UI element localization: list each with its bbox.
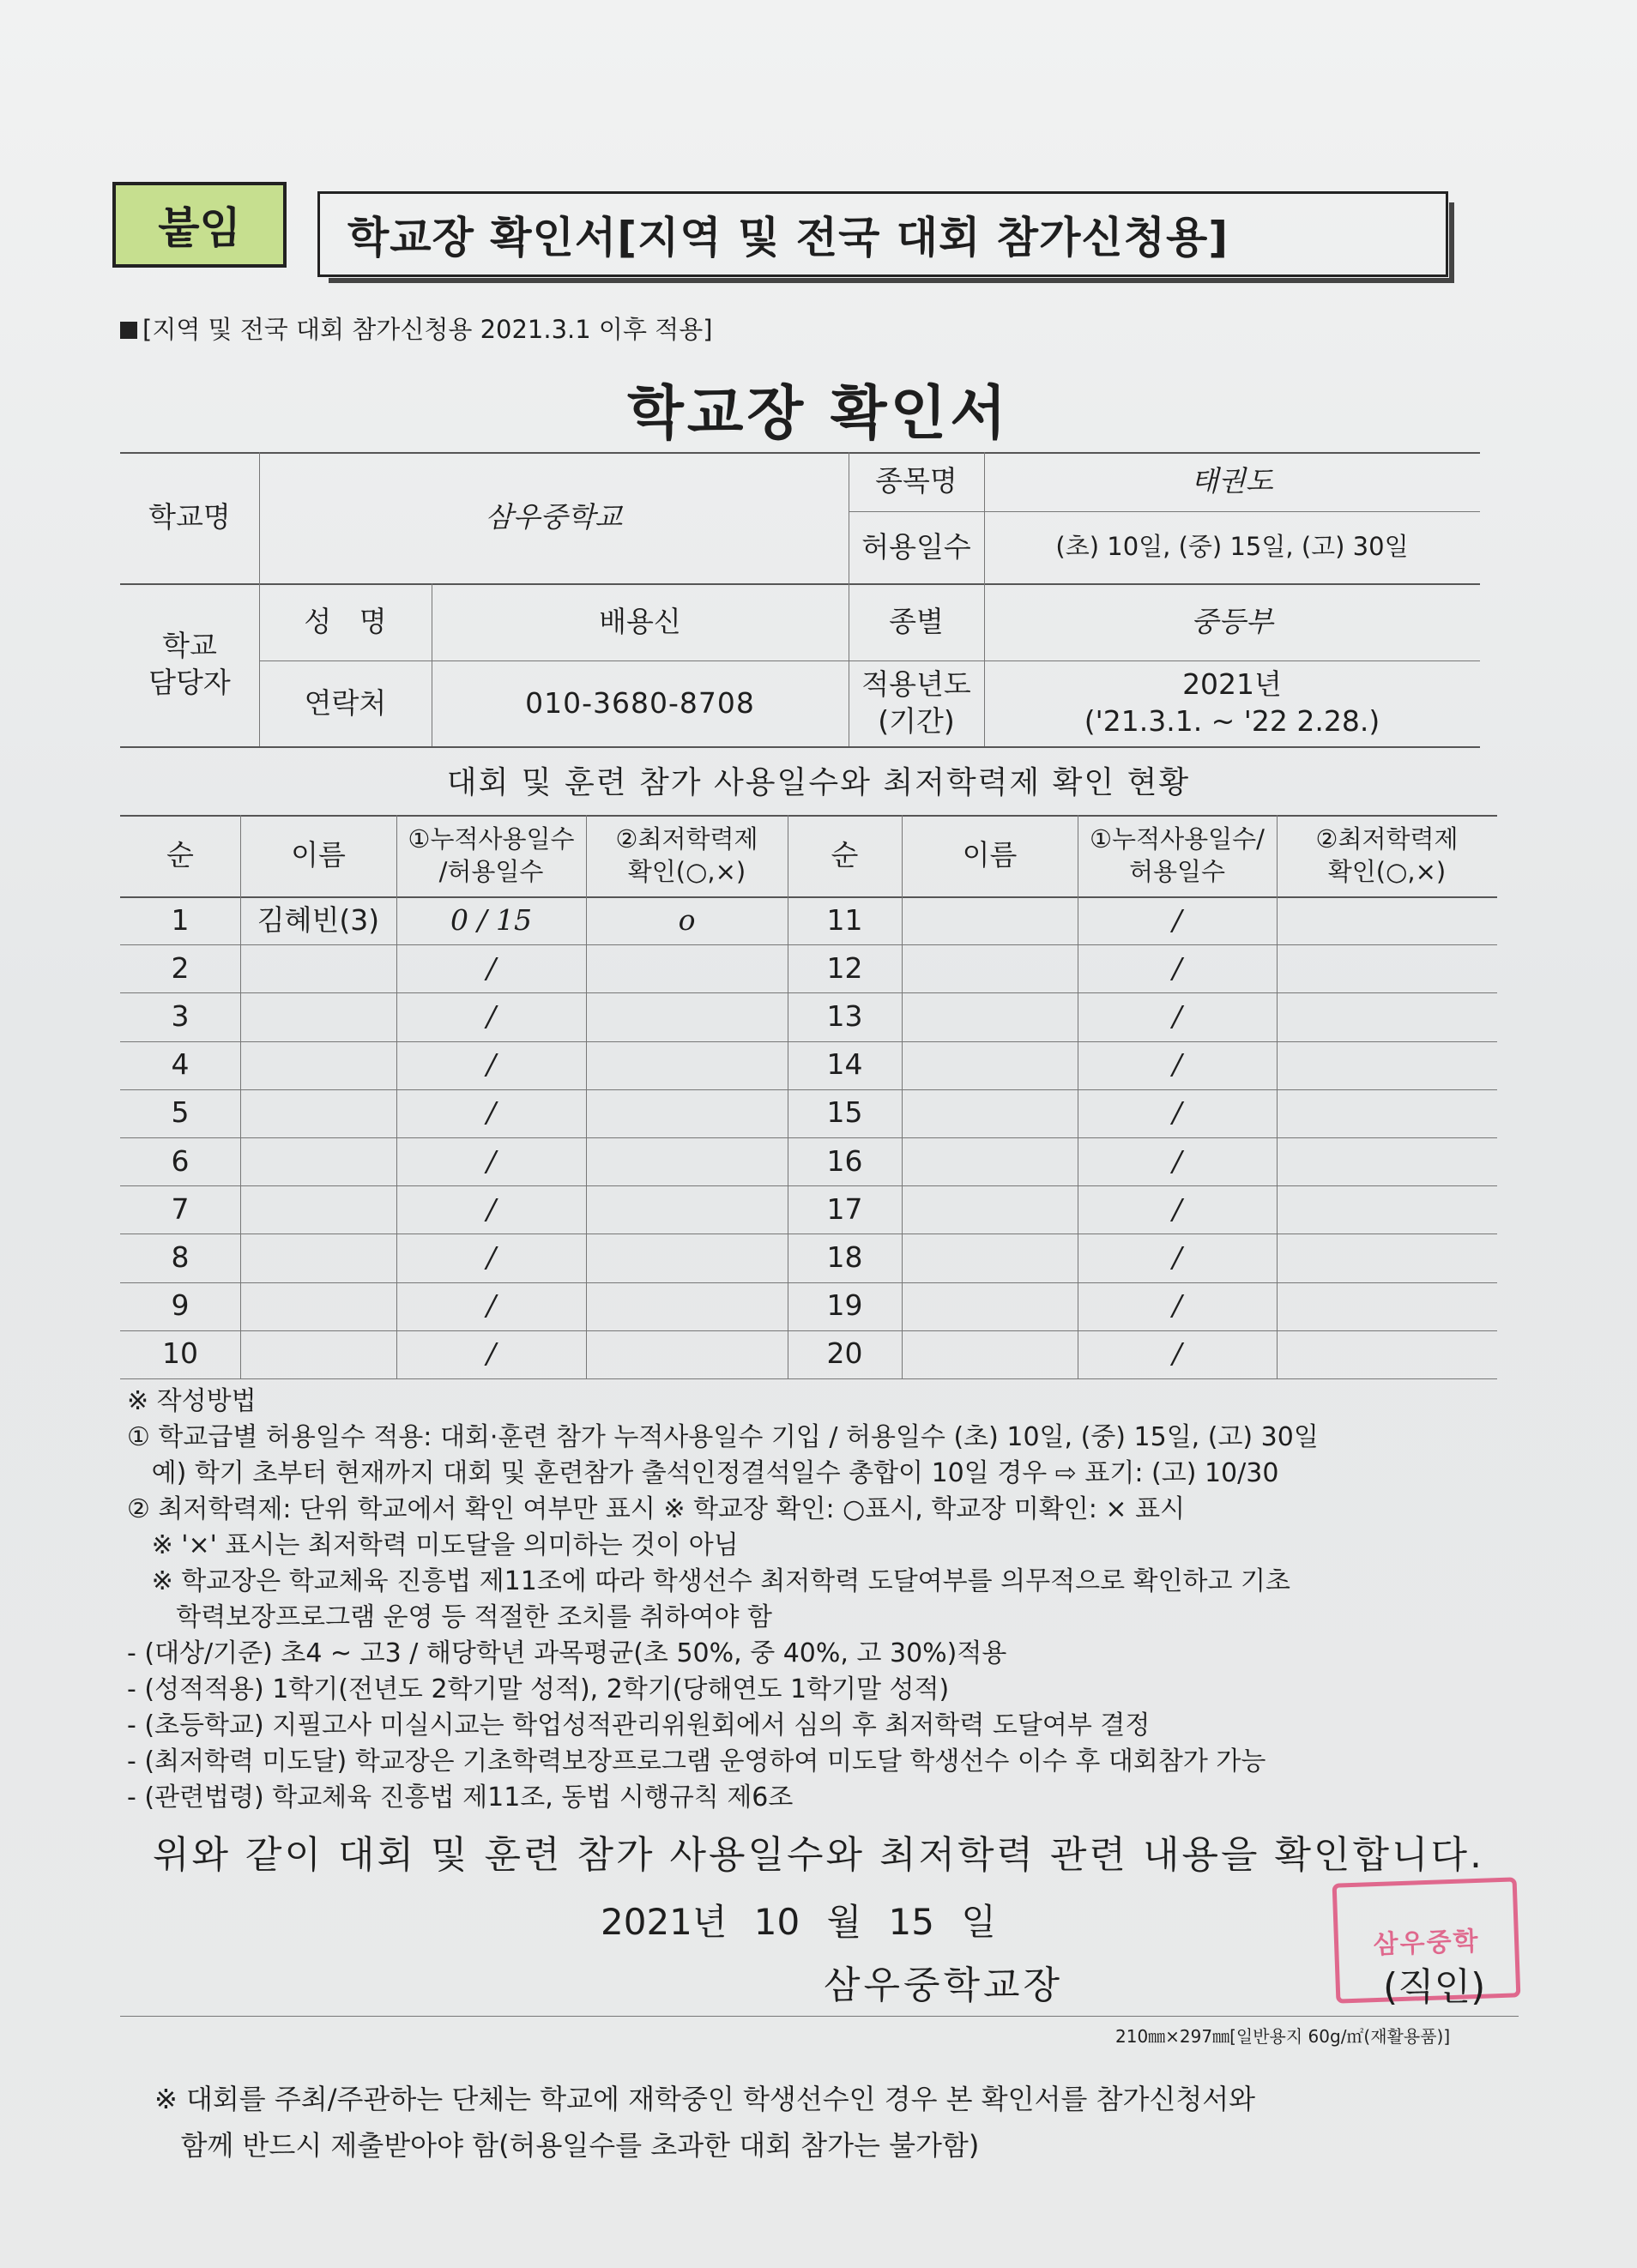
table-cell-r-name [902, 1185, 1078, 1234]
table-cell-l-min [586, 1234, 788, 1282]
table-cell-r-name [902, 896, 1078, 944]
note-line: ② 최저학력제: 단위 학교에서 확인 여부만 표시 ※ 학교장 확인: ○표시, 학교장 미확인: × 표시 [127, 1494, 1186, 1524]
table-cell-r-no: 19 [826, 1288, 863, 1323]
table-cell-r-min [1277, 944, 1497, 992]
table-cell-l-used: / [486, 999, 497, 1034]
header-min-left-line1: ②최저학력제 [615, 823, 758, 854]
table-cell-l-used: / [486, 1191, 497, 1226]
name-label: 성 명 [304, 604, 387, 638]
table-subtitle: 대회 및 훈련 참가 사용일수와 최저학력제 확인 현황 [446, 765, 1191, 800]
principal-signature-line: 삼우중학교장 [824, 1963, 1064, 2007]
header-used-right-line1: ①누적사용일수/ [1090, 823, 1265, 854]
table-cell-r-name [902, 1041, 1078, 1089]
table-cell-l-used: / [486, 1047, 497, 1082]
table-cell-r-min [1277, 1282, 1497, 1330]
contact-label: 연락처 [304, 685, 387, 720]
table-cell-r-used: / [1172, 1336, 1182, 1371]
footer-line: 함께 반드시 제출받아야 함(허용일수를 초과한 대회 참가는 불가함) [154, 2129, 980, 2162]
header-name-right: 이름 [962, 838, 1018, 872]
table-cell-r-used: / [1172, 902, 1182, 937]
table-cell-r-no: 17 [826, 1191, 863, 1226]
row-border [120, 1378, 1497, 1379]
table-cell-l-name [240, 1185, 396, 1234]
note-line: - (최저학력 미도달) 학교장은 기초학력보장프로그램 운영하여 미도달 학생선수 이수 후 대회참가 가능 [127, 1746, 1266, 1776]
sport-label: 종목명 [875, 464, 957, 498]
footer-divider [120, 2016, 1519, 2017]
table-cell-r-no: 20 [826, 1336, 863, 1371]
table-cell-l-no: 3 [171, 999, 190, 1034]
table-cell-l-used: 0 / 15 [450, 902, 533, 937]
attachment-tag [112, 182, 287, 268]
note-line: ① 학교급별 허용일수 적용: 대회·훈련 참가 누적사용일수 기입 / 허용일수 (초) 10일, (중) 15일, (고) 30일 [127, 1422, 1319, 1452]
note-line: ※ 작성방법 [127, 1386, 257, 1416]
table-cell-l-min [586, 1330, 788, 1378]
table-cell-r-name [902, 992, 1078, 1041]
applicability-notice [120, 311, 713, 346]
seal-label: (직인) [1383, 1965, 1486, 2009]
footer-line: ※ 대회를 주최/주관하는 단체는 학교에 재학중인 학생선수인 경우 본 확인서를 참가신청서와 [154, 2083, 1256, 2115]
table-cell-l-name [240, 944, 396, 992]
table-cell-r-no: 14 [826, 1047, 863, 1082]
table-cell-l-name [240, 1234, 396, 1282]
header-used-left [396, 815, 586, 896]
table-cell-r-used: / [1172, 1288, 1182, 1323]
table-cell-r-min [1277, 1137, 1497, 1185]
table-cell-r-no: 15 [826, 1095, 863, 1130]
table-cell-l-name [240, 1041, 396, 1089]
header-used-right-line2: 허용일수 [1128, 856, 1226, 886]
header-used-left-line2: /허용일수 [438, 856, 544, 886]
note-line: - (관련법령) 학교체육 진흥법 제11조, 동법 시행규칙 제6조 [127, 1782, 794, 1813]
table-cell-l-name [240, 992, 396, 1041]
year-value-line1: 2021년 [1182, 667, 1282, 702]
note-line: - (성적적용) 1학기(전년도 2학기말 성적), 2학기(당해연도 1학기말 성적) [127, 1674, 950, 1704]
table-cell-l-used: / [486, 1336, 497, 1371]
table-cell-l-min [586, 1089, 788, 1137]
table-cell-r-name [902, 1234, 1078, 1282]
year-value [984, 660, 1480, 746]
table-cell-l-no: 6 [171, 1143, 190, 1178]
footer-note [154, 2076, 1255, 2168]
notice-text: [지역 및 전국 대회 참가신청용 2021.3.1 이후 적용] [142, 315, 713, 344]
table-cell-l-used: / [486, 1095, 497, 1130]
table-cell-l-min [586, 1282, 788, 1330]
header-min-right [1277, 815, 1497, 896]
year-value-line2: ('21.3.1. ~ '22 2.28.) [1084, 704, 1380, 738]
note-line: - (대상/기준) 초4 ~ 고3 / 해당학년 과목평균(초 50%, 중 40%, 고 30%)적용 [127, 1638, 1007, 1668]
issue-date: 2021년 10 월 15 일 [601, 1901, 996, 1943]
table-cell-l-min [586, 1137, 788, 1185]
table-cell-l-name [240, 1137, 396, 1185]
table-cell-l-name [240, 1282, 396, 1330]
table-cell-l-min [586, 944, 788, 992]
table-cell-l-name [240, 1089, 396, 1137]
table-cell-r-min [1277, 1089, 1497, 1137]
header-used-left-line1: ①누적사용일수 [408, 823, 575, 854]
table-cell-l-used: / [486, 950, 497, 985]
note-line: - (초등학교) 지필고사 미실시교는 학업성적관리위원회에서 심의 후 최저학력 도달여부 결정 [127, 1710, 1151, 1740]
contact-value: 010-3680-8708 [525, 685, 755, 720]
paper-spec: 210㎜×297㎜[일반용지 60g/㎡(재활용품)] [1115, 2026, 1451, 2047]
table-cell-r-min [1277, 896, 1497, 944]
table-cell-r-used: / [1172, 999, 1182, 1034]
table-cell-r-name [902, 1282, 1078, 1330]
manager-label-line2: 담당자 [148, 666, 231, 699]
allowed-days-value: (초) 10일, (중) 15일, (고) 30일 [1055, 532, 1409, 562]
writing-instructions [127, 1384, 1319, 1816]
table-cell-l-used: / [486, 1240, 497, 1275]
table-cell-l-used: / [486, 1143, 497, 1178]
table-cell-r-used: / [1172, 1191, 1182, 1226]
table-cell-r-name [902, 1137, 1078, 1185]
year-label-line2: (기간) [878, 704, 955, 738]
attachment-tag-text: 붙임 [158, 203, 241, 253]
table-cell-r-min [1277, 992, 1497, 1041]
header-min-left [586, 815, 788, 896]
allowed-days-label: 허용일수 [861, 529, 971, 564]
table-cell-l-no: 8 [171, 1240, 190, 1275]
document-title-box [317, 191, 1448, 277]
table-cell-l-no: 10 [162, 1336, 198, 1371]
table-cell-r-used: / [1172, 950, 1182, 985]
table-cell-r-no: 11 [826, 902, 863, 937]
table-cell-r-used: / [1172, 1143, 1182, 1178]
main-title: 학교장 확인서 [627, 380, 1010, 448]
table-cell-l-no: 9 [171, 1288, 190, 1323]
table-cell-l-min: o [678, 902, 696, 937]
table-cell-l-no: 5 [171, 1095, 190, 1130]
table-cell-r-used: / [1172, 1095, 1182, 1130]
table-cell-r-name [902, 944, 1078, 992]
square-bullet-icon [120, 322, 137, 339]
sport-value: 태권도 [1191, 464, 1273, 498]
note-line: 예) 학기 초부터 현재까지 대회 및 훈련참가 출석인정결석일수 총합이 10일 경우 ⇨ 표기: (고) 10/30 [127, 1458, 1279, 1488]
name-value: 배용신 [599, 604, 681, 638]
table-cell-l-no: 4 [171, 1047, 190, 1082]
division-label: 종별 [889, 604, 944, 638]
table-cell-r-used: / [1172, 1047, 1182, 1082]
table-cell-l-min [586, 1185, 788, 1234]
header-used-right [1078, 815, 1277, 896]
manager-label-line1: 학교 [162, 629, 217, 663]
school-value: 삼우중학교 [485, 500, 623, 534]
header-min-right-line1: ②최저학력제 [1315, 823, 1459, 854]
table-cell-r-name [902, 1089, 1078, 1137]
document-title: 학교장 확인서[지역 및 전국 대회 참가신청용] [347, 213, 1229, 262]
table-cell-r-min [1277, 1330, 1497, 1378]
table-cell-r-no: 13 [826, 999, 863, 1034]
info-bottom-border [120, 746, 1480, 748]
note-line: ※ 학교장은 학교체육 진흥법 제11조에 따라 학생선수 최저학력 도달여부를 의무적으로 확인하고 기초 [127, 1566, 1291, 1596]
header-no-left: 순 [166, 838, 194, 872]
division-value: 중등부 [1191, 604, 1273, 638]
note-line: ※ '×' 표시는 최저학력 미도달을 의미하는 것이 아님 [127, 1530, 739, 1560]
table-cell-r-min [1277, 1234, 1497, 1282]
table-cell-r-min [1277, 1041, 1497, 1089]
stamp-text: 삼우중학 [1373, 1926, 1481, 1961]
note-line: 학력보장프로그램 운영 등 적절한 조치를 취하여야 함 [127, 1602, 772, 1632]
header-name-left: 이름 [291, 838, 346, 872]
header-min-right-line2: 확인(○,×) [1327, 856, 1447, 886]
year-label-line1: 적용년도 [861, 667, 971, 702]
confirmation-statement: 위와 같이 대회 및 훈련 참가 사용일수와 최저학력 관련 내용을 확인합니다. [153, 1833, 1484, 1877]
table-cell-r-no: 16 [826, 1143, 863, 1178]
year-label [849, 660, 984, 746]
school-label: 학교명 [148, 500, 231, 534]
table-cell-l-no: 2 [171, 950, 190, 985]
table-cell-r-min [1277, 1185, 1497, 1234]
header-min-left-line2: 확인(○,×) [627, 856, 746, 886]
header-no-right: 순 [831, 838, 859, 872]
table-cell-l-name: 김혜빈(3) [257, 902, 380, 937]
table-cell-l-no: 7 [171, 1191, 190, 1226]
table-cell-r-no: 12 [826, 950, 863, 985]
table-cell-l-min [586, 992, 788, 1041]
table-cell-l-no: 1 [171, 902, 190, 937]
table-cell-l-name [240, 1330, 396, 1378]
table-cell-r-name [902, 1330, 1078, 1378]
table-cell-l-used: / [486, 1288, 497, 1323]
table-cell-r-no: 18 [826, 1240, 863, 1275]
table-cell-l-min [586, 1041, 788, 1089]
table-cell-r-used: / [1172, 1240, 1182, 1275]
manager-label [120, 583, 259, 746]
